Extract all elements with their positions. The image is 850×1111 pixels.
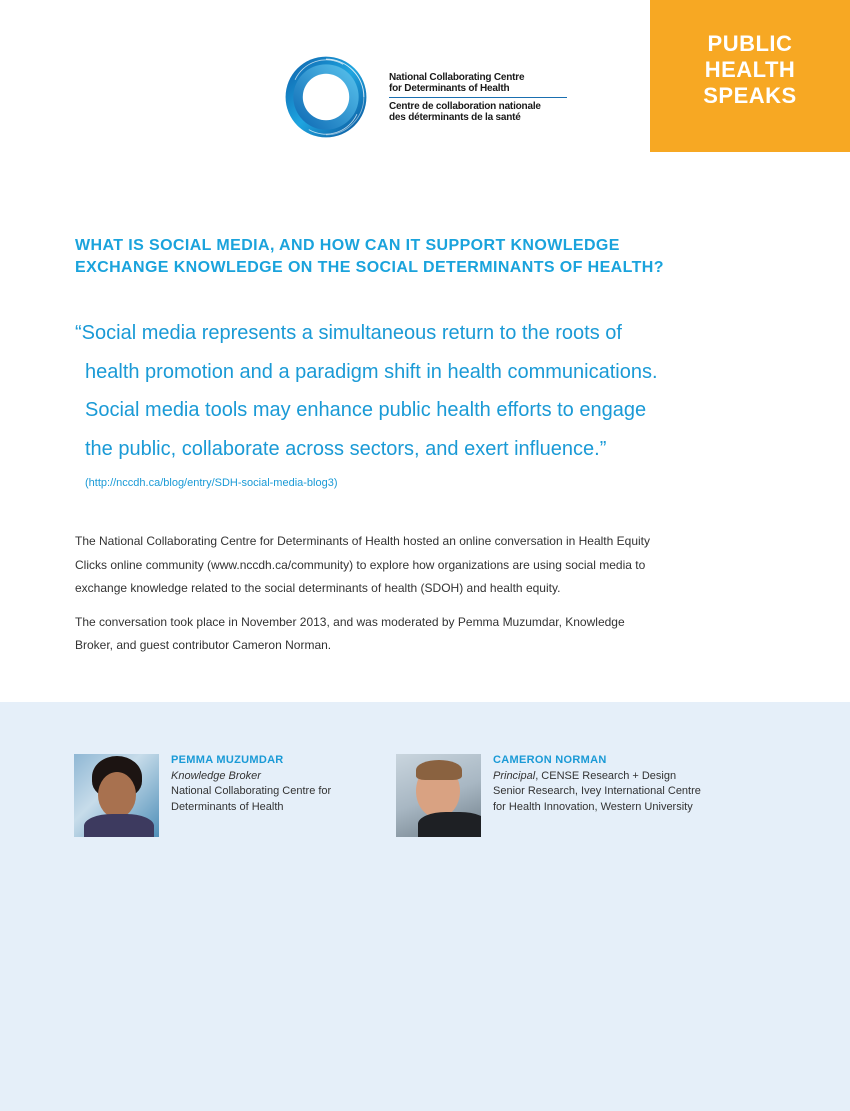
body-text: [75, 530, 765, 668]
title-line: EXCHANGE KNOWLEDGE ON THE SOCIAL DETERMINANTS OF HEALTH?: [75, 259, 664, 276]
logo-text-line: for Determinants of Health: [389, 82, 510, 94]
contributor-role: Principal: [493, 769, 536, 782]
body-paragraph: [75, 530, 765, 601]
nccdh-swirl-logo-icon: [283, 54, 369, 140]
body-line: The conversation took place in November 2013, and was moderated by Pemma Muzumdar, Knowledge: [75, 614, 625, 629]
banner-line: HEALTH: [704, 57, 796, 82]
body-line: The National Collaborating Centre for Determinants of Health hosted an online conversation in Health Equity: [75, 534, 650, 548]
page-title: [75, 235, 795, 279]
contributor-affiliation: National Collaborating Centre for: [171, 785, 332, 797]
photo-detail: [84, 814, 154, 837]
body-line: exchange knowledge related to the social determinants of health (SDOH) and health equity.: [75, 581, 561, 595]
quote-line: the public, collaborate across sectors, and exert influence.”: [85, 437, 607, 460]
contributor-card: [396, 754, 701, 837]
nccdh-logo: [283, 54, 567, 140]
contributor-title: [171, 769, 331, 785]
quote-line: “Social media represents a simultaneous return to the roots of: [75, 322, 622, 344]
body-paragraph: [75, 611, 765, 658]
contributor-role-org: , CENSE Research + Design: [535, 769, 677, 782]
contributor-card: [74, 754, 331, 837]
logo-text-line: Centre de collaboration nationale: [389, 100, 541, 112]
logo-wordmark: [389, 72, 567, 123]
contributor-photo: [396, 754, 481, 837]
photo-detail: [98, 772, 136, 818]
logo-french-name: [389, 98, 567, 123]
contributor-photo: [74, 754, 159, 837]
photo-detail: [416, 760, 462, 780]
title-line: WHAT IS SOCIAL MEDIA, AND HOW CAN IT SUPPORT KNOWLEDGE: [75, 237, 620, 254]
logo-english-name: [389, 72, 567, 98]
quote-line: Social media tools may enhance public health efforts to engage: [85, 399, 647, 421]
contributor-affiliation: for Health Innovation, Western University: [493, 800, 693, 813]
banner-line: PUBLIC: [707, 31, 793, 56]
body-line: Broker, and guest contributor Cameron Norman.: [75, 638, 332, 652]
contributor-title: [493, 769, 701, 785]
quote-line: health promotion and a paradigm shift in health communications.: [85, 360, 658, 383]
contributor-affiliation: Determinants of Health: [171, 800, 284, 813]
contributor-info: [493, 754, 701, 837]
contributor-info: [171, 754, 331, 837]
logo-text-line: National Collaborating Centre: [389, 71, 525, 83]
banner-title: [703, 31, 796, 109]
contributor-name: CAMERON NORMAN: [493, 754, 607, 766]
pull-quote: [75, 314, 775, 468]
photo-detail: [418, 812, 481, 837]
banner-line: SPEAKS: [703, 83, 797, 108]
contributor-name: PEMMA MUZUMDAR: [171, 754, 284, 766]
contributor-role: Knowledge Broker: [171, 769, 261, 782]
body-line: Clicks online community (www.nccdh.ca/community) to explore how organizations are using social media to: [75, 557, 646, 572]
public-health-speaks-banner: [650, 0, 850, 152]
logo-text-line: des déterminants de la santé: [389, 111, 521, 123]
quote-citation-link[interactable]: (http://nccdh.ca/blog/entry/SDH-social-media-blog3): [85, 477, 338, 489]
contributor-affiliation: Senior Research, Ivey International Centre: [493, 785, 701, 797]
